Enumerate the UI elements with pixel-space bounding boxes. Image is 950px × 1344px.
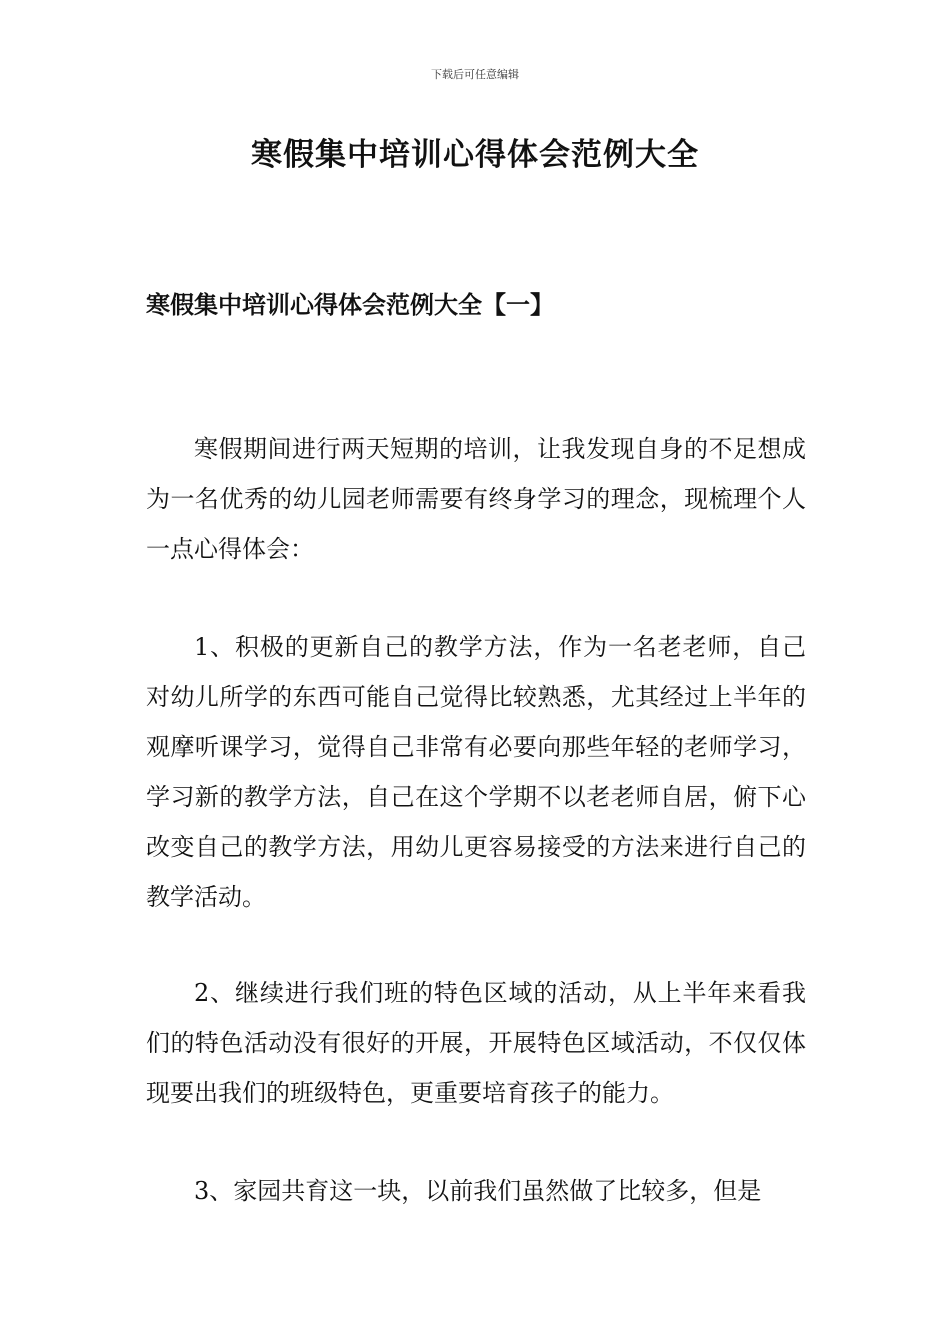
document-title: 寒假集中培训心得体会范例大全 bbox=[251, 137, 699, 173]
paragraph-point-1: 1、积极的更新自己的教学方法，作为一名老老师，自己对幼儿所学的东西可能自己觉得比较熟悉，尤其经过上半年的观摩听课学习，觉得自己非常有必要向那些年轻的老师学习，学习新的教学方法，自己在这个学期不以老老师自居，俯下心改变自己的教学方法，用幼儿更容易接受的方法来进行自己的教学活动。 bbox=[146, 633, 806, 911]
paragraph-point-3: 3、家园共育这一块，以前我们虽然做了比较多，但是 bbox=[194, 1177, 762, 1205]
paragraph-intro: 寒假期间进行两天短期的培训，让我发现自身的不足想成为一名优秀的幼儿园老师需要有终身学习的理念，现梳理个人一点心得体会： bbox=[146, 435, 806, 563]
section-heading: 寒假集中培训心得体会范例大全【一】 bbox=[146, 290, 554, 319]
paragraph-point-2: 2、继续进行我们班的特色区域的活动，从上半年来看我们的特色活动没有很好的开展，开展特色区域活动，不仅仅体现要出我们的班级特色，更重要培育孩子的能力。 bbox=[146, 979, 806, 1107]
page-header-note: 下载后可任意编辑 bbox=[431, 68, 519, 81]
